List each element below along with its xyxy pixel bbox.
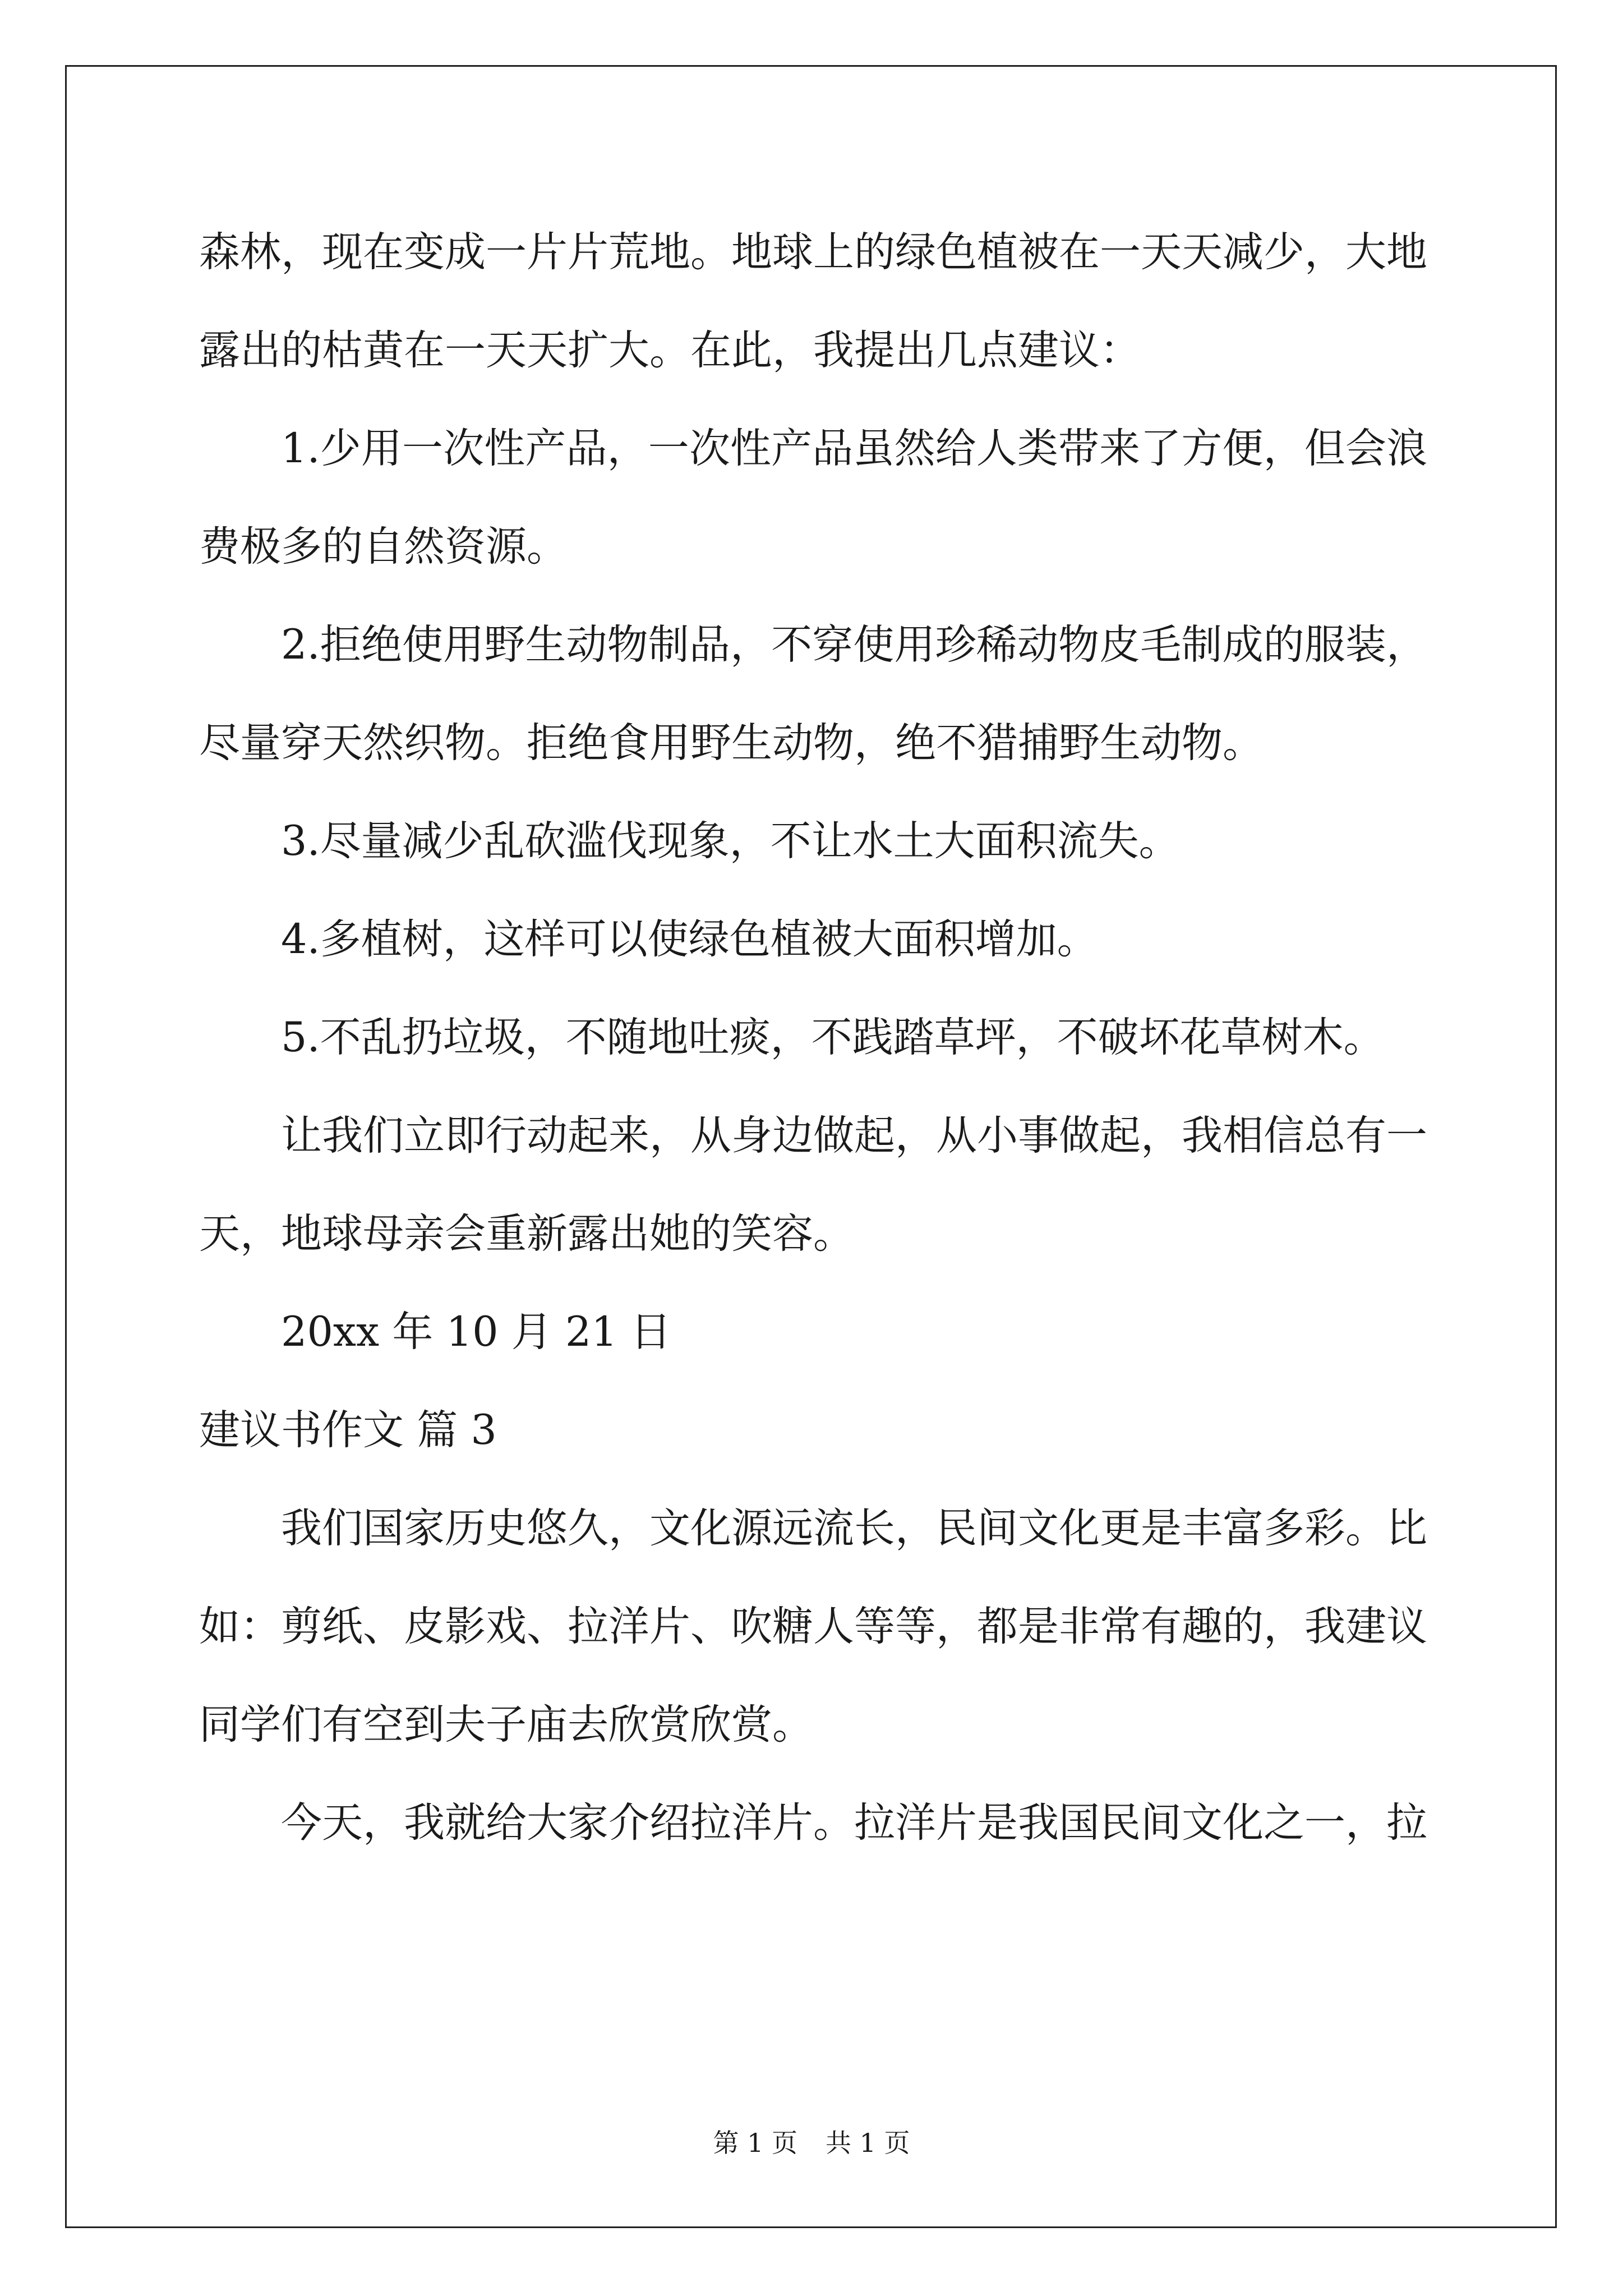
list-item-3: 3.尽量减少乱砍滥伐现象，不让水土大面积流失。: [281, 817, 1180, 865]
body-line: 我们国家历史悠久，文化源远流长，民间文化更是丰富多彩。比: [281, 1504, 1427, 1552]
body-line: 森林，现在变成一片片荒地。地球上的绿色植被在一天天减少，大地: [199, 228, 1427, 276]
body-line: 今天，我就给大家介绍拉洋片。拉洋片是我国民间文化之一，拉: [281, 1799, 1427, 1847]
list-item-5: 5.不乱扔垃圾，不随地吐痰，不践踏草坪，不破坏花草树木。: [281, 1014, 1385, 1061]
body-line: 露出的枯黄在一天天扩大。在此，我提出几点建议：: [199, 326, 1141, 374]
body-line: 同学们有空到夫子庙去欣赏欣赏。: [199, 1701, 813, 1749]
body-line: 让我们立即行动起来，从身边做起，从小事做起，我相信总有一: [281, 1112, 1427, 1159]
page-number-total: 共 1 页: [826, 2128, 910, 2158]
body-line: 如：剪纸、皮影戏、拉洋片、吹糖人等等，都是非常有趣的，我建议: [199, 1603, 1427, 1650]
document-body: [199, 219, 1427, 1888]
list-item-1: 1.少用一次性产品，一次性产品虽然给人类带来了方便，但会浪: [281, 425, 1427, 472]
list-item-2: 2.拒绝使用野生动物制品，不穿使用珍稀动物皮毛制成的服装，: [281, 621, 1427, 669]
body-line: 天，地球母亲会重新露出她的笑容。: [199, 1210, 854, 1258]
page-number-current: 第 1 页: [713, 2128, 797, 2158]
body-line: 尽量穿天然织物。拒绝食用野生动物，绝不猎捕野生动物。: [199, 719, 1264, 767]
date-line: 20xx 年 10 月 21 日: [281, 1308, 672, 1356]
body-line: 费极多的自然资源。: [199, 523, 568, 570]
section-heading: 建议书作文 篇 3: [199, 1406, 497, 1454]
list-item-4: 4.多植树，这样可以使绿色植被大面积增加。: [281, 915, 1098, 963]
page-footer: [0, 2126, 1623, 2160]
